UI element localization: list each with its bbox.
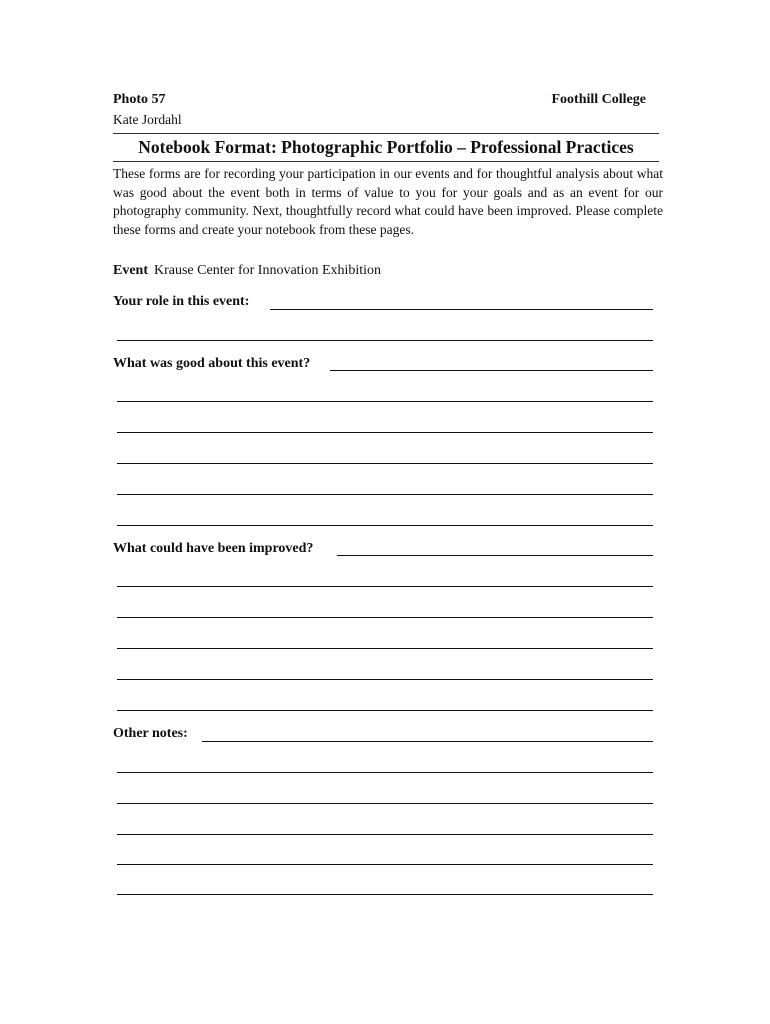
role-answer-line-1[interactable] [270, 309, 653, 310]
course-name: Photo 57 [113, 92, 166, 107]
improved-answer-line-6[interactable] [117, 710, 653, 711]
intro-paragraph: These forms are for recording your participation in our events and for thoughtful analysis about what was good about the event both in terms of value to you for your goals and as an event for our photography community. Next, thoughtfully record what could have been improved. Please complete these forms and create your notebook from these pages. [113, 166, 663, 237]
good-answer-line-3[interactable] [117, 432, 653, 433]
event-value: Krause Center for Innovation Exhibition [154, 263, 382, 278]
role-answer-line-2[interactable] [117, 340, 653, 341]
notes-label: Other notes: [113, 726, 188, 741]
title-top-rule [113, 133, 659, 134]
good-answer-line-1[interactable] [330, 370, 653, 371]
improved-answer-line-2[interactable] [117, 586, 653, 587]
event-label: Event [113, 263, 148, 278]
notes-answer-line-4[interactable] [117, 834, 653, 835]
improved-answer-line-4[interactable] [117, 648, 653, 649]
page-title: Notebook Format: Photographic Portfolio – Professional Practices [138, 137, 634, 157]
improved-answer-line-3[interactable] [117, 617, 653, 618]
notes-answer-line-5[interactable] [117, 864, 653, 865]
improved-label: What could have been improved? [113, 541, 314, 556]
good-answer-line-5[interactable] [117, 494, 653, 495]
college-name: Foothill College [551, 92, 646, 107]
notes-answer-line-6[interactable] [117, 894, 653, 895]
good-label: What was good about this event? [113, 356, 311, 371]
improved-answer-line-1[interactable] [337, 555, 653, 556]
improved-answer-line-5[interactable] [117, 679, 653, 680]
good-answer-line-6[interactable] [117, 525, 653, 526]
good-answer-line-2[interactable] [117, 401, 653, 402]
instructor-name: Kate Jordahl [113, 112, 182, 127]
notes-answer-line-3[interactable] [117, 803, 653, 804]
good-answer-line-4[interactable] [117, 463, 653, 464]
notes-answer-line-1[interactable] [202, 741, 653, 742]
event-row [113, 263, 381, 279]
title-bottom-rule [113, 161, 659, 162]
role-label: Your role in this event: [113, 294, 250, 309]
notes-answer-line-2[interactable] [117, 772, 653, 773]
